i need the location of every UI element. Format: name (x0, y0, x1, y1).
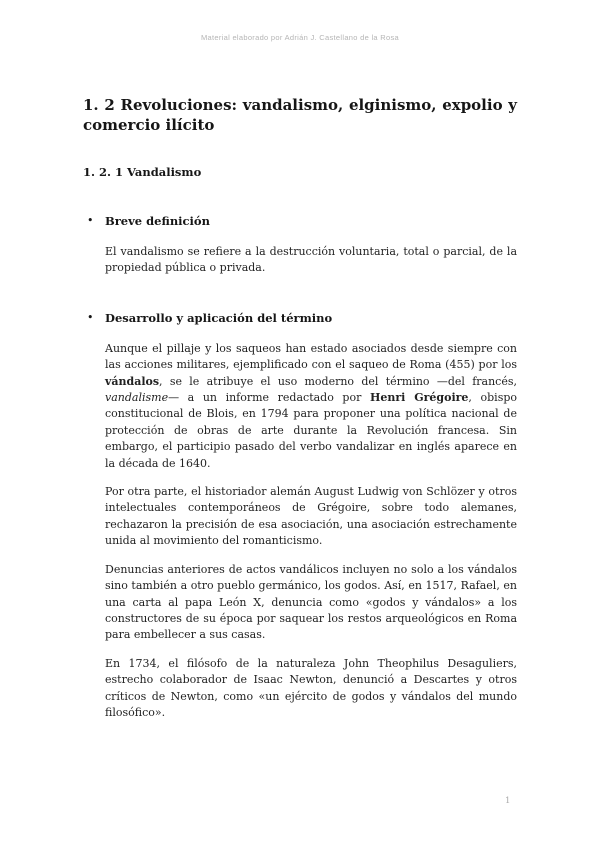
bold-text: vándalos (105, 374, 160, 388)
text-run: , se le atribuye el uso moderno del término —del francés, (159, 374, 517, 388)
text-run: Denuncias anteriores de actos vandálicos incluyen no solo a los vándalos sino también a otro pueblo germánico, los godos. Así, en 1517, Rafael, en una carta al papa León X, denuncia como «godos y vándalos» a los constructores de su época por saquear los restos arqueológicos en Roma para embellecer a sus casas. (105, 562, 517, 642)
bold-text: Henri Grégoire (369, 391, 469, 405)
italic-text: vandalisme (105, 391, 169, 405)
section-heading-row (87, 310, 517, 326)
paragraph (105, 244, 517, 277)
paragraph (105, 656, 517, 722)
sections-container (83, 214, 517, 721)
document-title: 1. 2 Revoluciones: vandalismo, elginismo, expolio y comercio ilícito (83, 96, 517, 134)
text-run: — a un informe redactado por (168, 391, 370, 405)
text-run: El vandalismo se refiere a la destrucción voluntaria, total o parcial, de la propiedad pública o privada. (105, 245, 517, 275)
text-run: Aunque el pillaje y los saqueos han estado asociados desde siempre con las acciones militares, ejemplificado con el saqueo de Roma (455) por los (105, 341, 517, 372)
bullet-icon: • (87, 310, 94, 324)
document-content (83, 95, 517, 721)
text-run: Por otra parte, el historiador alemán August Ludwig von Schlözer y otros intelectuales contemporáneos de Grégoire, sobre todo alemanes, rechazaron la precisión de esa asociación, una asociación estrechamente unida al movimiento del romanticismo. (105, 485, 517, 548)
text-run: , obispo constitucional de Blois, en 1794 para proponer una política nacional de protección de obras de arte durante la Revolución francesa. Sin embargo, el participio pasado del verbo vandalizar en inglés aparece en la década de 1640. (105, 391, 517, 470)
page-header-note: Material elaborado por Adrián J. Castellano de la Rosa (201, 33, 399, 42)
paragraph (105, 484, 517, 550)
paragraph (105, 341, 517, 472)
document-subtitle: 1. 2. 1 Vandalismo (83, 165, 202, 179)
section-heading-row (87, 214, 517, 229)
page-number: 1 (505, 796, 511, 806)
section-heading: Breve definición (105, 214, 210, 228)
bullet-icon: • (87, 214, 94, 227)
section-heading: Desarrollo y aplicación del término (105, 310, 333, 325)
paragraph (105, 562, 517, 644)
text-run: En 1734, el filósofo de la naturaleza John Theophilus Desaguliers, estrecho colaborador de Isaac Newton, denunció a Descartes y otros críticos de Newton, como «un ejército de godos y vándalos del mundo filosófico». (105, 656, 517, 719)
